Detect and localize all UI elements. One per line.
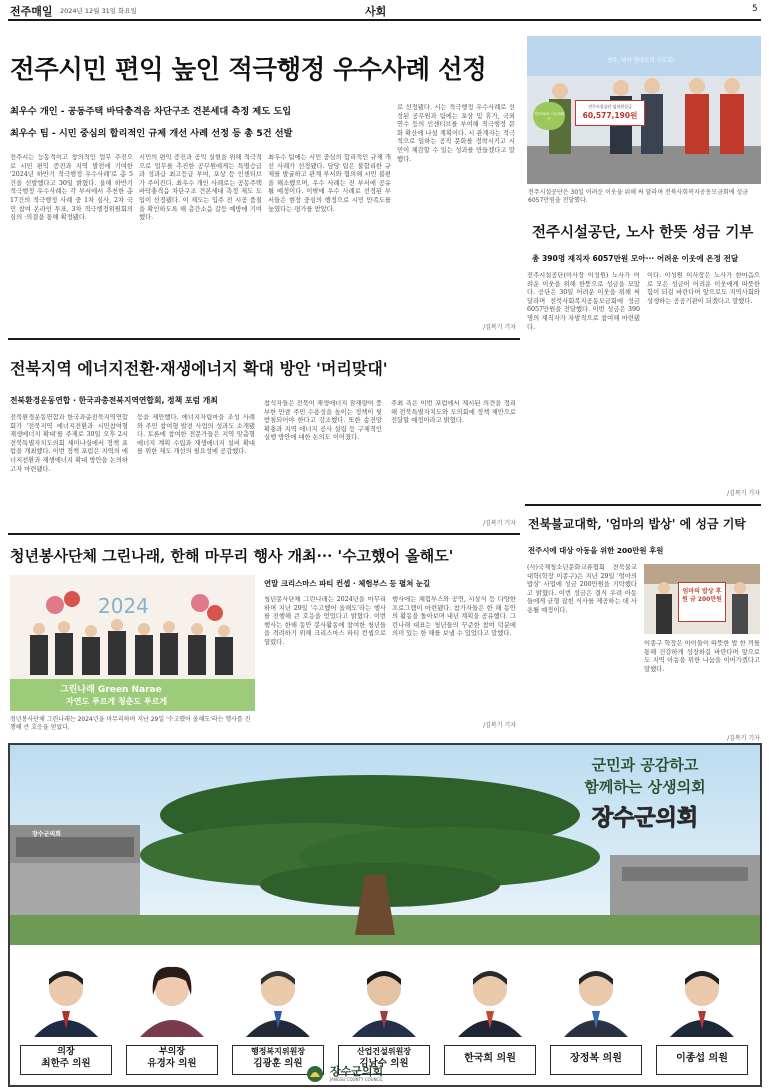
member-title: 행정복지위원장 (250, 1047, 306, 1056)
story2-headline: 전북지역 에너지전환·재생에너지 확대 방안 '머리맞대' (10, 359, 388, 378)
council-member-card (20, 959, 112, 1077)
story4-subhead: 총 390명 재직자 6057만원 모아··· 어려운 이웃에 온정 전달 (532, 254, 739, 263)
masthead-rule (8, 19, 761, 21)
ad-slogan-line2: 함께하는 상생의회 (584, 778, 706, 796)
story2-body-col2: 등을 제안했다. 에너지자립마을 조성 사례와 주민 참여형 발전 사업의 성과도 소개됐다. 토론에 참여한 전문가들은 지역 맞춤형 에너지 계획 수립과 재생에너지 설비 확대를 위한 제도 개선의 필요성에 공감했다. (137, 414, 255, 456)
story2-byline: /김복기 기자 (483, 520, 516, 527)
member-name: 김남수 의원 (359, 1058, 409, 1069)
member-title: 산업건설위원장 (356, 1047, 412, 1056)
story1-subhead-1: 최우수 개인 - 공동주택 바닥충격음 차단구조 견본세대 측정 제도 도입 (10, 106, 292, 117)
section-name: 사회 (365, 5, 387, 18)
story4-headline: 전주시설공단, 노사 한뜻 성금 기부 (532, 224, 754, 241)
story5-body-col2: 이종구 학장은 아이들이 따뜻한 밥 한 끼를 통해 건강하게 성장하길 바란다며 앞으로도 지역 아동을 위한 나눔을 이어가겠다고 말했다. (644, 640, 760, 673)
story5-byline: /김복기 기자 (727, 735, 760, 742)
photo-banner-text: 전주, 다시 전라도의 수도로! (607, 58, 675, 64)
member-portrait (232, 959, 324, 1037)
story-divider (8, 533, 520, 535)
donation-board-title: 전주시설공단 임직원성금 (588, 104, 632, 109)
campaign-sign: 희망2025 나눔캠페인 (533, 102, 565, 130)
story1-body-col3: 최우수 팀에는 시민 중심의 합리적인 규제 개선 사례가 선정됐다. 담당 팀은 불합리한 규제를 발굴하고 관계 부서와 협의해 시민 불편을 해소했으며, 우수 사례는 전 부서에 공유될 예정이다. 이밖에 우수 사례로 선정된 부서들은 현장 중심의 행정으로 시민 만족도를 높였다는 평가를 받았다. (268, 154, 391, 213)
building-sign: 장수군의회 (32, 831, 61, 838)
story-divider (8, 338, 520, 340)
story1-headline: 전주시민 편익 높인 적극행정 우수사례 선정 (10, 55, 487, 85)
story2-subhead: 전북환경운동연합 · 한국과총전북지역연합회, 정책 포럼 개최 (10, 396, 218, 405)
member-name: 김광훈 의원 (253, 1058, 303, 1069)
council-member-card (126, 959, 218, 1077)
story3-subhead: 연말 크리스마스 파티 컨셉 · 체험부스 등 펼쳐 눈길 (264, 579, 431, 588)
story1-byline: /김복기 기자 (483, 324, 516, 331)
story1-body-col1: 전주시는 능동적이고 창의적인 업무 추진으로 시민 편익 증진과 지역 발전에 기여한 '2024년 하반기 적극행정 우수사례'로 총 5건을 선발했다고 30일 밝혔다. 올해 하반기 적극행정 우수사례는 각 부서에서 추천한 총 17건의 적극행정 사례 중 1차 심사, 2차 국민 참여 온라인 투표, 3차 적극행정위원회의 심의 ·의결을 통해 확정됐다. (10, 154, 133, 222)
member-name: 최한주 의원 (41, 1058, 91, 1069)
member-portrait (444, 959, 536, 1037)
story4-photo (527, 36, 761, 184)
donation-amount: 60,577,190원 (582, 111, 638, 120)
member-name: 유경자 의원 (147, 1058, 197, 1069)
member-name: 장정복 의원 (570, 1053, 622, 1064)
member-portrait (126, 959, 218, 1037)
story5-photo (644, 564, 760, 634)
story4-body-col2: 이다. 이성원 이사장은 노사가 한마음으로 모은 성금이 어려운 이웃에게 따뜻한 힘이 되길 바란다며 앞으로도 지역사회와 상생하는 공공기관이 되겠다고 말했다. (647, 272, 760, 305)
page-number: 5 (752, 4, 758, 14)
story4-byline: /김복기 기자 (727, 490, 760, 497)
issue-date: 2024년 12월 31일 화요일 (60, 7, 137, 15)
story5-body-col1: (사)국제청소년문화교류협회 전북불교대학(학장 이종구)은 지난 29일 '엄마의 밥상' 사업에 성금 200만원을 기탁했다고 밝혔다. 이번 성금은 결식 우려 아동들에게 균형 잡힌 식사를 제공하는 데 사용될 예정이다. (527, 564, 637, 614)
logo-english: JANGSU COUNTY COUNCIL (330, 1077, 383, 1082)
story2-body-col3: 참석자들은 전북이 재생에너지 잠재량이 풍부한 만큼 주민 수용성을 높이는 정책이 뒷받침되어야 한다고 강조했다. 또한 송전망 확충과 지역 에너지 공사 설립 등 구체적인 실행 방안에 대한 논의도 이어졌다. (264, 400, 382, 442)
story3-body-col2: 행사에는 체험부스와 공연, 시상식 등 다양한 프로그램이 마련됐다. 참가자들은 한 해 동안의 활동을 돌아보며 내년 계획을 공유했다. 그린나래 대표는 청년들의 꾸준한 참여 덕분에 의미 있는 한 해를 보낼 수 있었다고 말했다. (392, 596, 516, 638)
logo-korean: 장수군의회 (330, 1065, 384, 1078)
story3-caption: 청년봉사단체 그린나래는 2024년을 마무리하며 지난 29일 '수고했어 올해도'라는 행사를 진행해 큰 호응을 얻었다. (10, 716, 251, 731)
donation-board: 엄마의 밥상 후원 금 200만원 (678, 582, 726, 622)
story-divider (525, 504, 761, 506)
member-portrait (20, 959, 112, 1037)
greennarae-banner (10, 679, 255, 711)
member-title: 부의장 (158, 1047, 186, 1057)
ad-slogan-line1: 군민과 공감하고 (591, 756, 699, 774)
story4-caption: 전주시설공단은 30일 어려운 이웃을 위해 써 달라며 전북사회복지공동모금회에 성금 6057만원을 전달했다. (528, 189, 748, 204)
member-name: 한국희 의원 (464, 1053, 516, 1064)
story2-body-col1: 전북환경운동연합과 한국과총전북지역연합회가 '전북지역 에너지전환과 시민참여형 재생에너지 확대'를 주제로 30일 오후 2시 전북특별자치도의회 세미나실에서 정책 포럼을 개최했다. 이번 정책 포럼은 지역의 에너지전환과 재생에너지 확대 방안을 논의하고자 마련됐다. (10, 414, 128, 473)
story1-subhead-2: 최우수 팀 - 시민 중심의 합리적인 규제 개선 사례 선정 등 총 5건 선발 (10, 128, 293, 139)
ad-council-name: 장수군의회 (591, 806, 699, 831)
council-member-card (338, 959, 430, 1077)
newspaper-name: 전주매일 (10, 5, 53, 18)
council-logo (306, 1063, 466, 1085)
council-member-card (656, 959, 748, 1077)
story3-photo (10, 575, 255, 711)
member-portrait (550, 959, 642, 1037)
donation-board (575, 100, 645, 126)
story1-body-col4: 로 선정됐다. 시는 적극행정 우수사례로 선정된 공무원과 팀에는 포상 및 휴가, 국외 연수 등의 인센티브를 부여해 적극행정 문화 확산에 나설 계획이다. 시 관계자는 적극적으로 일하는 공직 문화를 정착시키고 시민이 체감할 수 있는 성과를 만들겠다고 말했다. (397, 104, 515, 163)
story5-subhead: 전주시에 대상 아동을 위한 200만원 후원 (528, 546, 664, 555)
banner-slogan: 자연도 푸르게 청춘도 푸르게 (66, 697, 168, 706)
story3-headline: 청년봉사단체 그린나래, 한해 마무리 행사 개최··· '수고했어 올해도' (10, 547, 454, 565)
member-portrait (338, 959, 430, 1037)
council-member-card (444, 959, 536, 1077)
story5-headline: 전북불교대학, '엄마의 밥상' 에 성금 기탁 (528, 517, 746, 531)
svg-text:2024: 2024 (98, 594, 149, 618)
member-portrait (656, 959, 748, 1037)
council-member-card (550, 959, 642, 1077)
story2-body-col4: 주최 측은 이번 포럼에서 제시된 의견을 정리해 전북특별자치도와 도의회에 정책 제안으로 전달할 예정이라고 밝혔다. (391, 400, 516, 425)
story4-body-col1: 전주시설공단(이사장 이성원) 노사가 어려운 이웃을 위해 한뜻으로 성금을 모았다. 공단은 30일 어려운 이웃을 위해 써 달라며 전북사회복지공동모금회에 성금 6057만원을 전달했다. 이번 성금은 390명의 재직자가 자발적으로 참여해 마련됐다. (527, 272, 640, 331)
council-emblem-icon (306, 1065, 324, 1083)
member-name: 이종섭 의원 (676, 1053, 728, 1064)
banner-title: 그린나래 Green Narae (60, 685, 162, 695)
council-advertisement (8, 743, 762, 1087)
story3-body-col1: 청년봉사단체 그린나래는 2024년을 마무리하며 지난 29일 '수고했어 올해도'라는 행사를 진행해 큰 호응을 얻었다고 밝혔다. 이번 행사는 한해 동안 봉사활동에 참여한 청년들을 격려하기 위해 크리스마스 파티 컨셉으로 열렸다. (264, 596, 386, 646)
story3-byline: /김복기 기자 (483, 722, 516, 729)
story1-body-col2: 시민의 편익 증진과 공익 실현을 위해 적극적으로 업무를 추진한 공무원에게는 특별승급과 성과급 최고등급 부여, 포상 등 인센티브가 주어진다. 최우수 개인 사례로는 공동주택 바닥충격음 차단구조 견본세대 측정 제도 도입이 선정됐다. 이 제도는 입주 전 시공 품질을 확인하도록 해 층간소음 갈등 예방에 기여했다. (139, 154, 262, 222)
member-title: 의장 (57, 1047, 75, 1057)
council-member-card (232, 959, 324, 1077)
